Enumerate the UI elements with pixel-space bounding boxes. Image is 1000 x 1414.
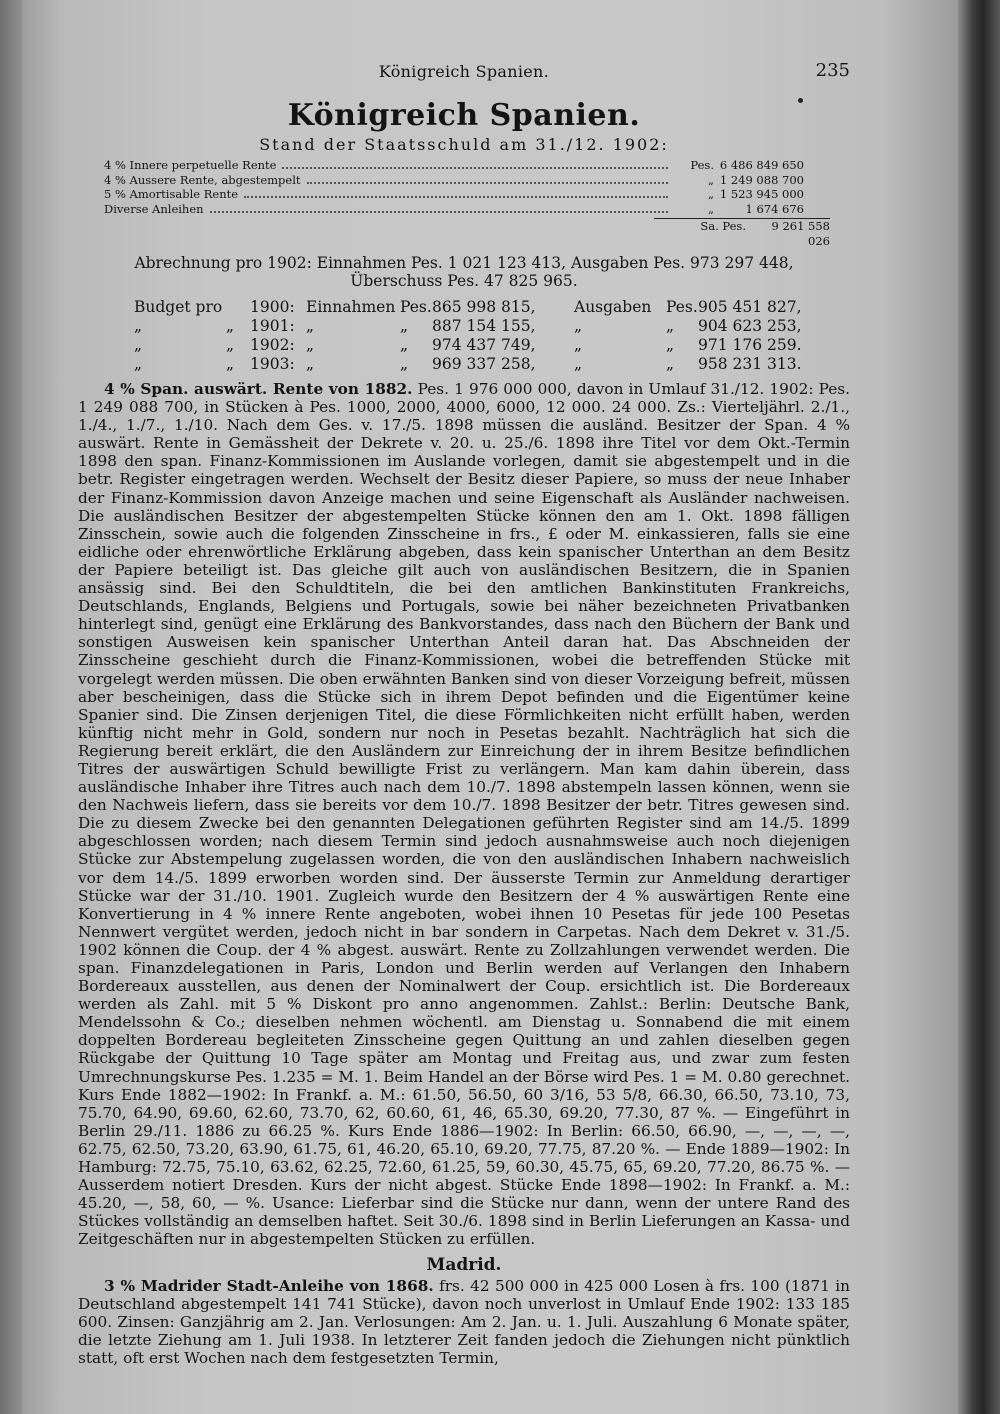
- madrid-loan-heading: 3 % Madrider Stadt-Anleihe von 1868.: [104, 1276, 434, 1295]
- debt-row: [104, 158, 804, 173]
- budget-cell: „: [400, 355, 409, 373]
- budget-year: 1900:: [250, 298, 295, 316]
- debt-row: [104, 202, 804, 217]
- budget-cell: „: [134, 355, 143, 373]
- budget-expense: 971 176 259.: [698, 336, 802, 354]
- rente-1882-text: Pes. 1 976 000 000, davon in Umlauf 31./12. 1902: Pes. 1 249 088 700, in Stücken à Pes. 1000, 2000, 4000, 6000, 12 000. 24 000. Zs.: Vierteljährl. 2./1., 1./4., 1./7., 1./10. Nach dem Ges. v. 17./5. 1898 müssen die ausländ. Besitzer der Span. 4 % auswärt. Rente in Gemässheit der Dekrete v. 20. u. 25./6. 1898 ihre Titel vor dem Okt.-Termin 1898 den span. Finanz-Kommissionen im Auslande vorlegen, damit sie abgestempelt und in die betr. Register eingetragen werden. Wechselt der Besitz dieser Papiere, so muss der neue Inhaber der Finanz-Kommission davon Anzeige machen und seine Eigenschaft als Ausländer nachweisen. Die ausländischen Besitzer der abgestempelten Stücke können den am 1. Okt. 1898 fälligen Zinsschein, sowie auch die folgenden Zinsscheine in frs., £ oder M. einkassieren, falls sie eine eidliche oder ehrenwörtliche Erklärung abgeben, dass kein spanischer Unterthan an dem Besitz der Papiere beteiligt ist. Das gleiche gilt auch von ausländischen Besitzern, die in Spanien ansässig sind. Bei den Schuldtiteln, die bei den amtlichen Bankinstituten Frankreichs, Deutschlands, Englands, Belgiens und Portugals, sowie bei näher bezeichneten Privatbanken hinterlegt sind, genügt eine Erklärung des Bankvorstandes, dass nach den Büchern der Bank und sonstigen Ausweisen kein spanischer Unterthan Anteil daran hat. Das Abschneiden der Zinsscheine geschieht durch die Finanz-Kommissionen, wobei die betreffenden Stücke mit vorgelegt werden müssen. Die oben erwähnten Banken sind von dieser Vorzeigung befreit, müssen aber bescheinigen, dass die Stücke sich in ihrem Depot befinden und die Eigentümer keine Spanier sind. Die Zinsen derjenigen Titel, die diese Förmlichkeiten nicht erfüllt haben, werden künftig nicht mehr in Gold, sondern nur noch in Pesetas bezahlt. Nachträglich hat sich die Regierung bereit erklärt, die den Ausländern zur Einreichung der in ihrem Besitze befindlichen Titres der auswärtigen Schuld bewilligte Frist zu verlängern. Man kam dahin überein, dass ausländische Inhaber ihre Titres auch nach dem 10./7. 1898 abstempeln lassen können, wenn sie den Nachweis liefern, dass sie bereits vor dem 10./7. 1898 Besitzer der betr. Titres gewesen sind. Die zu diesem Zwecke bei den genannten Delegationen geführten Register sind am 14./5. 1899 abgeschlossen worden; nach diesem Termin sind jedoch ausnahmsweise auch noch diejenigen Stücke zur Abstempelung zugelassen worden, die von den ausländischen Inhabern nachweislich vor dem 14./5. 1899 erworben worden sind. Der äusserste Termin zur Anmeldung derartiger Stücke war der 31./10. 1901. Zugleich wurde den Besitzern der 4 % auswärtigen Rente eine Konvertierung in 4 % innere Rente angeboten, wobei ihnen 10 Pesetas für jede 100 Pesetas Nennwert vergütet werden, jedoch nicht in bar sondern in Carpetas. Nach dem Dekret v. 31./5. 1902 können die Coup. der 4 % abgest. auswärt. Rente zu Zollzahlungen verwendet werden. Die span. Finanzdelegationen in Paris, London und Berlin werden auf Verlangen den Inhabern Bordereaux ausstellen, aus denen der Nominalwert der Coup. ersichtlich ist. Die Bordereaux werden als Zahl. mit 5 % Diskont pro anno angenommen. Zahlst.: Berlin: Deutsche Bank, Mendelssohn & Co.; dieselben nehmen wöchentl. am Dienstag u. Sonnabend die mit einem doppelten Bordereau begleiteten Zinsscheine gegen Quittung an und zahlen dieselben gegen Rückgabe der Quittung 10 Tage später am Montag und Freitag aus, und zwar zum festen Umrechnungskurse Pes. 1.235 = M. 1. Beim Handel an der Börse wird Pes. 1 = M. 0.80 gerechnet. Kurs Ende 1882—1902: In Frankf. a. M.: 61.50, 56.50, 60 3/16, 53 5/8, 66.30, 66.50, 73.10, 73, 75.70, 64.90, 69.60, 62.60, 73.70, 62, 60.60, 61, 46, 65.30, 69.20, 77.30, 87 %. — Eingeführt in Berlin 29./11. 1886 zu 66.25 %. Kurs Ende 1886—1902: In Berlin: 66.50, 66.90, —, —, —, —, 62.75, 62.50, 73.20, 63.90, 61.75, 61, 46.20, 65.10, 69.20, 77.75, 87.20 %. — Ende 1889—1902: In Hamburg: 72.75, 75.10, 63.62, 62.25, 72.60, 61.25, 59, 60.30, 45.75, 65, 69.20, 77.20, 86.75 %. — Ausserdem notiert Dresden. Kurs der nicht abgest. Stücke Ende 1898—1902: In Frankf. a. M.: 45.20, —, 58, 60, — %. Usance: Lieferbar sind die Stücke nur dann, wenn der untere Rand des Stückes vollständig an demselben haftet. Seit 30./6. 1898 sind in Berlin Lieferungen an Kassa- und Zeitgeschäften nur in abgestempelten Stücken zu erfüllen.: [78, 380, 850, 1249]
- book-spine-edge: [958, 0, 1000, 1414]
- budget-cell: „: [574, 336, 583, 354]
- budget-year: 1901:: [250, 317, 295, 335]
- budget-year: 1902:: [250, 336, 295, 354]
- debt-currency: Pes.: [690, 158, 714, 172]
- debt-label: 4 % Aussere Rente, abgestempelt: [104, 172, 301, 187]
- budget-cell: „: [134, 336, 143, 354]
- budget-row: [134, 355, 850, 374]
- debt-total-label: Sa. Pes.: [700, 219, 746, 233]
- debt-table: [104, 158, 830, 248]
- budget-row: [134, 317, 850, 336]
- abrechnung-block: [78, 254, 850, 290]
- budget-cell: „: [226, 355, 235, 373]
- abrechnung-line: Überschuss Pes. 47 825 965.: [350, 272, 578, 290]
- debt-label: 5 % Amortisable Rente: [104, 187, 239, 201]
- rente-1882-section: [78, 380, 850, 1249]
- leader-dots: [210, 211, 668, 213]
- budget-cell: Budget pro: [134, 298, 223, 316]
- debt-subtitle: Stand der Staatsschuld am 31./12. 1902:: [259, 135, 669, 154]
- budget-row: [134, 336, 850, 355]
- abrechnung-line: Abrechnung pro 1902: Einnahmen Pes. 1 021 123 413, Ausgaben Pes. 973 297 448,: [134, 254, 794, 272]
- leader-dots: [307, 182, 668, 184]
- madrid-paragraph: [78, 1277, 850, 1367]
- rente-1882-paragraph: [78, 380, 850, 1249]
- budget-cell: „: [400, 317, 409, 335]
- debt-row: [104, 187, 804, 202]
- budget-cell: „: [134, 317, 143, 335]
- madrid-section: [78, 1277, 850, 1367]
- budget-cell: „: [306, 336, 315, 354]
- page-number: 235: [815, 60, 850, 81]
- budget-cell: „: [400, 336, 409, 354]
- debt-amount: 6 486 849 650: [719, 158, 804, 172]
- budget-cell: „: [666, 336, 675, 354]
- budget-expense: 904 623 253,: [698, 317, 802, 335]
- debt-label: Diverse Anleihen: [104, 201, 204, 216]
- madrid-section-title: Madrid.: [426, 1254, 502, 1275]
- budget-cell: Pes.: [666, 298, 698, 316]
- budget-income: 974 437 749,: [432, 336, 536, 354]
- budget-cell: „: [666, 355, 675, 373]
- debt-currency: „: [708, 172, 714, 187]
- budget-year: 1903:: [250, 355, 295, 373]
- debt-amount: 1 674 676: [745, 201, 804, 216]
- debt-amount: 1 249 088 700: [719, 172, 804, 187]
- budget-cell: Einnahmen: [306, 298, 396, 316]
- budget-cell: „: [666, 317, 675, 335]
- budget-income: 969 337 258,: [432, 355, 536, 373]
- budget-cell: Ausgaben: [574, 298, 652, 316]
- debt-row: [104, 173, 804, 188]
- budget-cell: „: [226, 317, 235, 335]
- running-head-title: Königreich Spanien.: [378, 62, 550, 81]
- budget-expense: 905 451 827,: [698, 298, 802, 316]
- debt-label: 4 % Innere perpetuelle Rente: [104, 158, 277, 172]
- budget-cell: [226, 298, 250, 317]
- madrid-loan-text: frs. 42 500 000 in 425 000 Losen à frs. 100 (1871 in Deutschland abgestempelt 141 741 Stücke), davon noch unverlost in Umlauf Ende 1902: 133 185 600. Zinsen: Ganzjährig am 2. Jan. Verlosungen: Am 2. Jan. u. 1. Juli. Auszahlung 6 Monate später, die letzte Ziehung am 1. Juli 1938. In letzterer Zeit fanden jedoch die Ziehungen nicht pünktlich statt, oft erst Wochen nach dem festgesetzten Termin,: [78, 1276, 850, 1367]
- rente-1882-heading: 4 % Span. auswärt. Rente von 1882.: [104, 380, 413, 398]
- debt-total-row: [104, 219, 830, 248]
- budget-cell: „: [574, 355, 583, 373]
- debt-amount: 1 523 945 000: [719, 187, 804, 201]
- page-content: [78, 58, 850, 1367]
- budget-cell: „: [226, 336, 235, 354]
- budget-table: [134, 298, 850, 374]
- debt-currency: „: [708, 187, 714, 201]
- running-head: [78, 58, 850, 88]
- leader-dots: [282, 167, 668, 169]
- budget-row: [134, 298, 850, 317]
- budget-income: 887 154 155,: [432, 317, 536, 335]
- leader-dots: [244, 196, 668, 198]
- page-title: Königreich Spanien.: [287, 98, 641, 133]
- budget-cell: Pes.: [400, 298, 432, 316]
- budget-cell: „: [574, 317, 583, 335]
- debt-total-amount: 9 261 558 026: [771, 219, 830, 248]
- budget-income: 865 998 815,: [432, 298, 536, 316]
- budget-cell: „: [306, 355, 315, 373]
- budget-cell: „: [306, 317, 315, 335]
- debt-currency: „: [708, 201, 714, 216]
- budget-expense: 958 231 313.: [698, 355, 802, 373]
